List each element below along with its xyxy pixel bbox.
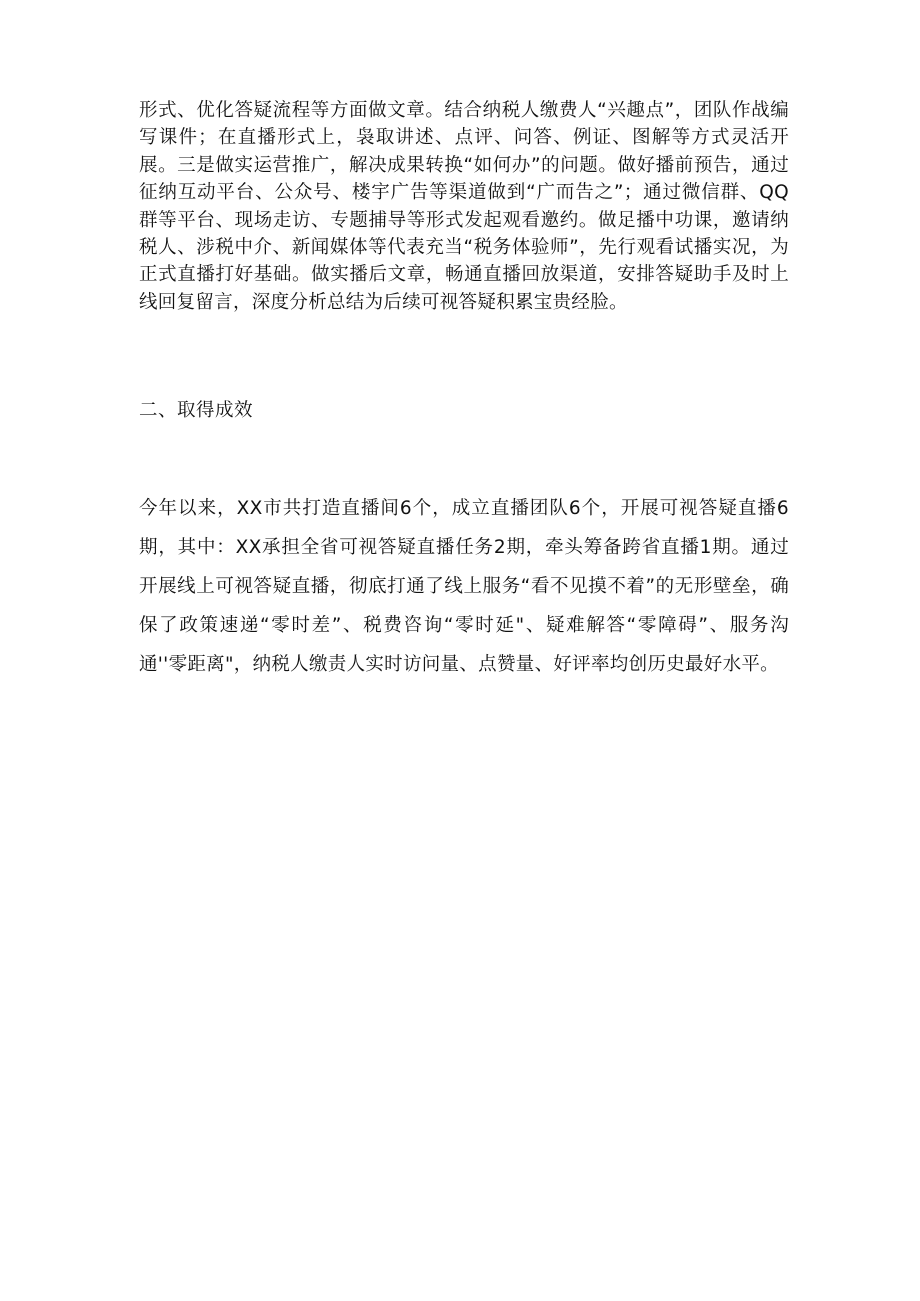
body-paragraph-1: 形式、优化答疑流程等方面做文章。结合纳税人缴费人“兴趣点”，团队作战编写课件；在直播形式上，袅取讲述、点评、问答、例证、图解等方式灵活开展。三是做实运营推广，解决成果转换“如何办”的问题。做好播前预告，通过征纳互动平台、公众号、楼宇广告等渠道做到“广而告之”；通过微信群、QQ群等平台、现场走访、专题捕导等形式发起观看邀约。做足播中功课，邀请纳税人、涉税中介、新闻媒体等代表充当“税务体验师”，先行观看试播实况，为正式直播打好基础。做实播后文章，畅通直播回放渠道，安排答疑助手及时上线回复留言，深度分析总结为后续可视答疑积累宝贵经脸。 bbox=[139, 100, 789, 313]
body-paragraph-2: 今年以来，XX市共打造直播间6个，成立直播团队6个，开展可视答疑直播6期，其中：XX承担全省可视答疑直播任务2期，牵头筹备跨省直播1期。通过开展线上可视答疑直播，彻底打通了线上服务“看不见摸不着”的无形壁垒，确保了政策速递“零时差”、税费咨询“零时延"、疑难解答“零障碍”、服务沟通''零距离"，纳税人缴责人实时访问量、点赞量、好评率均创历史最好水平。 bbox=[139, 498, 789, 675]
section-heading: 二、取得成效 bbox=[139, 400, 254, 421]
